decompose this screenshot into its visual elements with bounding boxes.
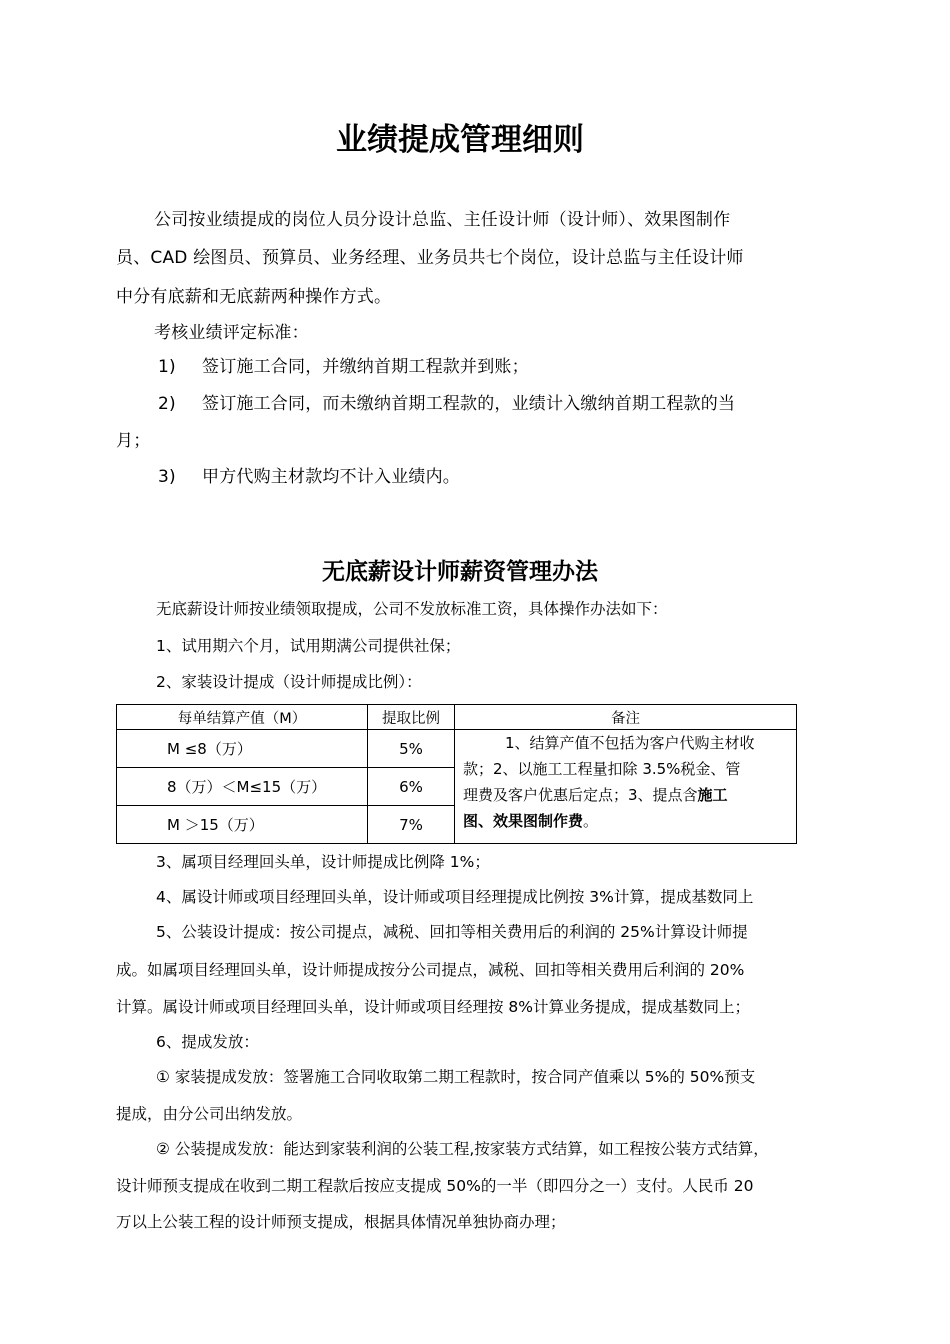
range-cell: [117, 730, 368, 768]
rate-cell: 6%: [368, 768, 455, 806]
rate-cell: 5%: [368, 730, 455, 768]
range-cell: [117, 768, 368, 806]
header-output-value: 每单结算产值（M）: [117, 705, 368, 730]
sub-2-line-3: 万以上公装工程的设计师预支提成，根据具体情况单独协商办理；: [116, 1213, 566, 1231]
range-text: 8（万）＜M≤15（万）: [167, 778, 327, 796]
header-rate: 提取比例: [368, 705, 455, 730]
criteria-num: 2): [158, 394, 176, 414]
remarks-line-1: 1、结算产值不包括为客户代购主材收: [505, 734, 755, 752]
criteria-item-3: [116, 462, 858, 487]
remarks-line-4: [463, 808, 788, 834]
sub-1-line-1: ① 家装提成发放：签署施工合同收取第二期工程款时，按合同产值乘以 5%的 50%预支: [156, 1068, 756, 1086]
criteria-text: 签订施工合同，而未缴纳首期工程款的，业绩计入缴纳首期工程款的当: [202, 394, 736, 414]
page-title: 业绩提成管理细则: [336, 122, 584, 158]
rate-cell: 7%: [368, 806, 455, 844]
intro-line-1: 公司按业绩提成的岗位人员分设计总监、主任设计师（设计师）、效果图制作: [154, 210, 731, 230]
section-title: 无底薪设计师薪资管理办法: [322, 559, 598, 585]
criteria-heading: 考核业绩评定标准：: [154, 323, 309, 343]
item-5-line-2: 成。如属项目经理回头单，设计师提成按分公司提点，减税、回扣等相关费用后利润的 20%: [116, 961, 745, 979]
item-1: 1、试用期六个月，试用期满公司提供社保；: [156, 637, 461, 655]
criteria-item-2-cont: 月；: [116, 431, 151, 451]
item-3: 3、属项目经理回头单，设计师提成比例降 1%；: [156, 853, 490, 871]
remarks-bold-2: 图、效果图制作费: [463, 812, 584, 830]
remarks-end: 。: [583, 812, 599, 830]
item-5-line-3: 计算。属设计师或项目经理回头单，设计师或项目经理按 8%计算业务提成，提成基数同上；: [116, 998, 751, 1016]
remarks-line-3: [463, 782, 788, 808]
section-lead: 无底薪设计师按业绩领取提成，公司不发放标准工资，具体操作办法如下：: [156, 600, 668, 618]
table-header-row: [117, 705, 797, 730]
sub-2-line-1: ② 公装提成发放：能达到家装利润的公装工程,按家装方式结算，如工程按公装方式结算，: [156, 1140, 769, 1158]
remarks-text: 理费及客户优惠后定点；3、提点含: [463, 786, 698, 804]
range-text: M ＞15（万）: [167, 816, 264, 834]
range-cell: [117, 806, 368, 844]
criteria-text: 甲方代购主材款均不计入业绩内。: [202, 467, 460, 487]
criteria-num: 3): [158, 467, 176, 487]
sub-1-line-2: 提成，由分公司出纳发放。: [116, 1105, 303, 1123]
remarks-bold-1: 施工: [697, 786, 728, 804]
remarks-line-2: 款；2、以施工工程量扣除 3.5%税金、管: [463, 760, 741, 778]
criteria-text: 签订施工合同，并缴纳首期工程款并到账；: [202, 357, 529, 377]
criteria-item-2: [116, 389, 858, 414]
item-6: 6、提成发放：: [156, 1033, 259, 1051]
intro-line-2: 员、CAD 绘图员、预算员、业务经理、业务员共七个岗位，设计总监与主任设计师: [116, 248, 744, 268]
table-row: [117, 730, 797, 768]
item-2: 2、家装设计提成（设计师提成比例）：: [156, 673, 422, 691]
header-remarks: 备注: [455, 705, 797, 730]
commission-table: [116, 704, 797, 844]
remarks-cell: [455, 730, 797, 844]
intro-line-3: 中分有底薪和无底薪两种操作方式。: [116, 287, 392, 307]
item-5-line-1: 5、公装设计提成：按公司提点，减税、回扣等相关费用后的利润的 25%计算设计师提: [156, 923, 748, 941]
criteria-num: 1): [158, 357, 176, 377]
sub-2-line-2: 设计师预支提成在收到二期工程款后按应支提成 50%的一半（即四分之一）支付。人民币 20: [116, 1177, 754, 1195]
criteria-item-1: [116, 352, 858, 377]
item-4: 4、属设计师或项目经理回头单，设计师或项目经理提成比例按 3%计算，提成基数同上: [156, 888, 754, 906]
range-text: M ≤8（万）: [167, 740, 252, 758]
